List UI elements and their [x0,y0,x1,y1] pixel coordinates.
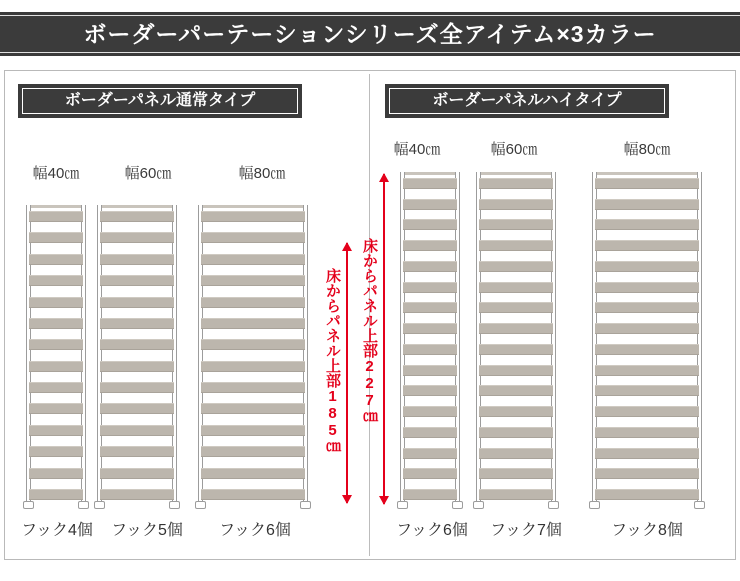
panel-slat [403,219,457,230]
panel-slat [403,323,457,334]
measure-arrow-down-icon [342,495,352,504]
panel-slat [595,178,699,189]
panel-slat [201,446,305,457]
panel-slat [479,178,553,189]
panel-slat [403,365,457,376]
panel-high-width60 [476,172,556,503]
panel-slat [100,318,174,329]
panel-slat [201,211,305,222]
panel-slat [100,382,174,393]
panel-slat [201,489,305,500]
hook-caption-high-40: フック6個 [396,522,468,539]
panel-foot-right [169,501,180,509]
panel-slat [100,211,174,222]
panel-slat [29,361,83,372]
panel-slat [403,178,457,189]
hook-caption-high-60: フック7個 [490,522,562,539]
panel-slat [403,240,457,251]
panel-slat [595,448,699,459]
panel-slat [29,339,83,350]
panel-high-width40 [400,172,460,503]
panel-slat [479,323,553,334]
panel-top-cap [592,172,702,175]
panel-foot-left [397,501,408,509]
panel-foot-left [473,501,484,509]
panel-slat [595,365,699,376]
measure-label-high: 床からパネル上部227㎝ [361,238,378,424]
panel-slat [479,344,553,355]
panel-normal-width80 [198,205,308,503]
panel-slat [595,282,699,293]
panel-slat [100,403,174,414]
panel-slat [100,254,174,265]
panel-foot-left [23,501,34,509]
panel-slat [595,323,699,334]
panel-slat [595,261,699,272]
measure-arrow-up-icon [342,242,352,251]
panel-slat [479,468,553,479]
panel-slat [201,318,305,329]
section-label-high-text: ボーダーパネルハイタイプ [432,92,622,109]
panel-slat [201,339,305,350]
panel-slat [100,425,174,436]
panel-slat [201,232,305,243]
panel-leg-right [172,205,177,503]
panel-leg-left [198,205,203,503]
section-label-high [385,84,669,118]
panel-slat [201,297,305,308]
panel-slat [29,382,83,393]
panel-slat [100,297,174,308]
panel-slat [595,302,699,313]
hook-caption-normal-60: フック5個 [111,522,183,539]
panel-top-cap [400,172,460,175]
measure-arrow-down-icon [379,496,389,505]
panel-foot-left [94,501,105,509]
panel-slat [595,344,699,355]
panel-slat [201,403,305,414]
panel-slat [479,448,553,459]
panel-slat [595,489,699,500]
hook-caption-high-80: フック8個 [611,522,683,539]
panel-slat [479,282,553,293]
panel-high-width80 [592,172,702,503]
panel-leg-left [97,205,102,503]
panel-slat [595,240,699,251]
panel-slat [403,199,457,210]
section-label-normal-text: ボーダーパネル通常タイプ [64,92,256,109]
panel-slat [479,302,553,313]
panel-leg-right [81,205,86,503]
panel-slat [595,199,699,210]
panel-slat [403,385,457,396]
panel-slat [403,344,457,355]
panel-normal-width40 [26,205,86,503]
panel-slat [479,489,553,500]
panel-slat [403,406,457,417]
panel-slat [29,446,83,457]
panel-slat [29,403,83,414]
panel-slat [100,468,174,479]
panel-slat [29,297,83,308]
panel-slat [201,254,305,265]
panel-slat [100,232,174,243]
panel-slat [201,382,305,393]
panel-foot-right [78,501,89,509]
panel-slat [100,339,174,350]
measure-line [346,243,348,503]
panel-slat [403,489,457,500]
panel-top-cap [26,205,86,208]
panel-foot-right [300,501,311,509]
header-band [0,12,740,56]
panel-top-cap [97,205,177,208]
panel-slat [479,365,553,376]
panel-slat [403,448,457,459]
width-caption-high-60: 幅60㎝ [490,141,538,158]
page-title: ボーダーパーテーションシリーズ全アイテム×3カラー [83,21,657,47]
panel-slat [100,361,174,372]
panel-slat [595,385,699,396]
panel-slat [201,425,305,436]
panel-slat [29,275,83,286]
panel-slat [595,406,699,417]
panel-slat [403,468,457,479]
panel-slat [29,254,83,265]
panel-slat [100,275,174,286]
panel-slat [403,282,457,293]
width-caption-high-80: 幅80㎝ [623,141,671,158]
panel-slat [479,199,553,210]
panel-normal-width60 [97,205,177,503]
panel-foot-right [452,501,463,509]
panel-slat [100,446,174,457]
panel-top-cap [198,205,308,208]
panel-slat [403,261,457,272]
width-caption-normal-80: 幅80㎝ [238,165,286,182]
hook-caption-normal-40: フック4個 [21,522,93,539]
panel-slat [479,261,553,272]
panel-slat [595,427,699,438]
panel-slat [403,302,457,313]
width-caption-high-40: 幅40㎝ [393,141,441,158]
panel-slat [29,489,83,500]
panel-slat [595,468,699,479]
panel-slat [100,489,174,500]
width-caption-normal-40: 幅40㎝ [32,165,80,182]
panel-leg-right [303,205,308,503]
measure-line [383,174,385,504]
width-caption-normal-60: 幅60㎝ [124,165,172,182]
panel-slat [29,468,83,479]
panel-foot-left [589,501,600,509]
panel-slat [29,211,83,222]
panel-slat [29,318,83,329]
measure-label-normal: 床からパネル上部185㎝ [324,268,341,454]
panel-slat [201,361,305,372]
panel-top-cap [476,172,556,175]
panel-slat [479,219,553,230]
panel-slat [595,219,699,230]
measure-arrow-up-icon [379,173,389,182]
panel-slat [29,425,83,436]
panel-slat [479,240,553,251]
panel-slat [403,427,457,438]
panel-slat [201,468,305,479]
panel-slat [479,406,553,417]
hook-caption-normal-80: フック6個 [219,522,291,539]
panel-slat [201,275,305,286]
section-label-normal [18,84,302,118]
panel-slat [479,385,553,396]
panel-slat [479,427,553,438]
panel-foot-left [195,501,206,509]
panel-slat [29,232,83,243]
panel-foot-right [694,501,705,509]
panel-leg-left [26,205,31,503]
panel-foot-right [548,501,559,509]
